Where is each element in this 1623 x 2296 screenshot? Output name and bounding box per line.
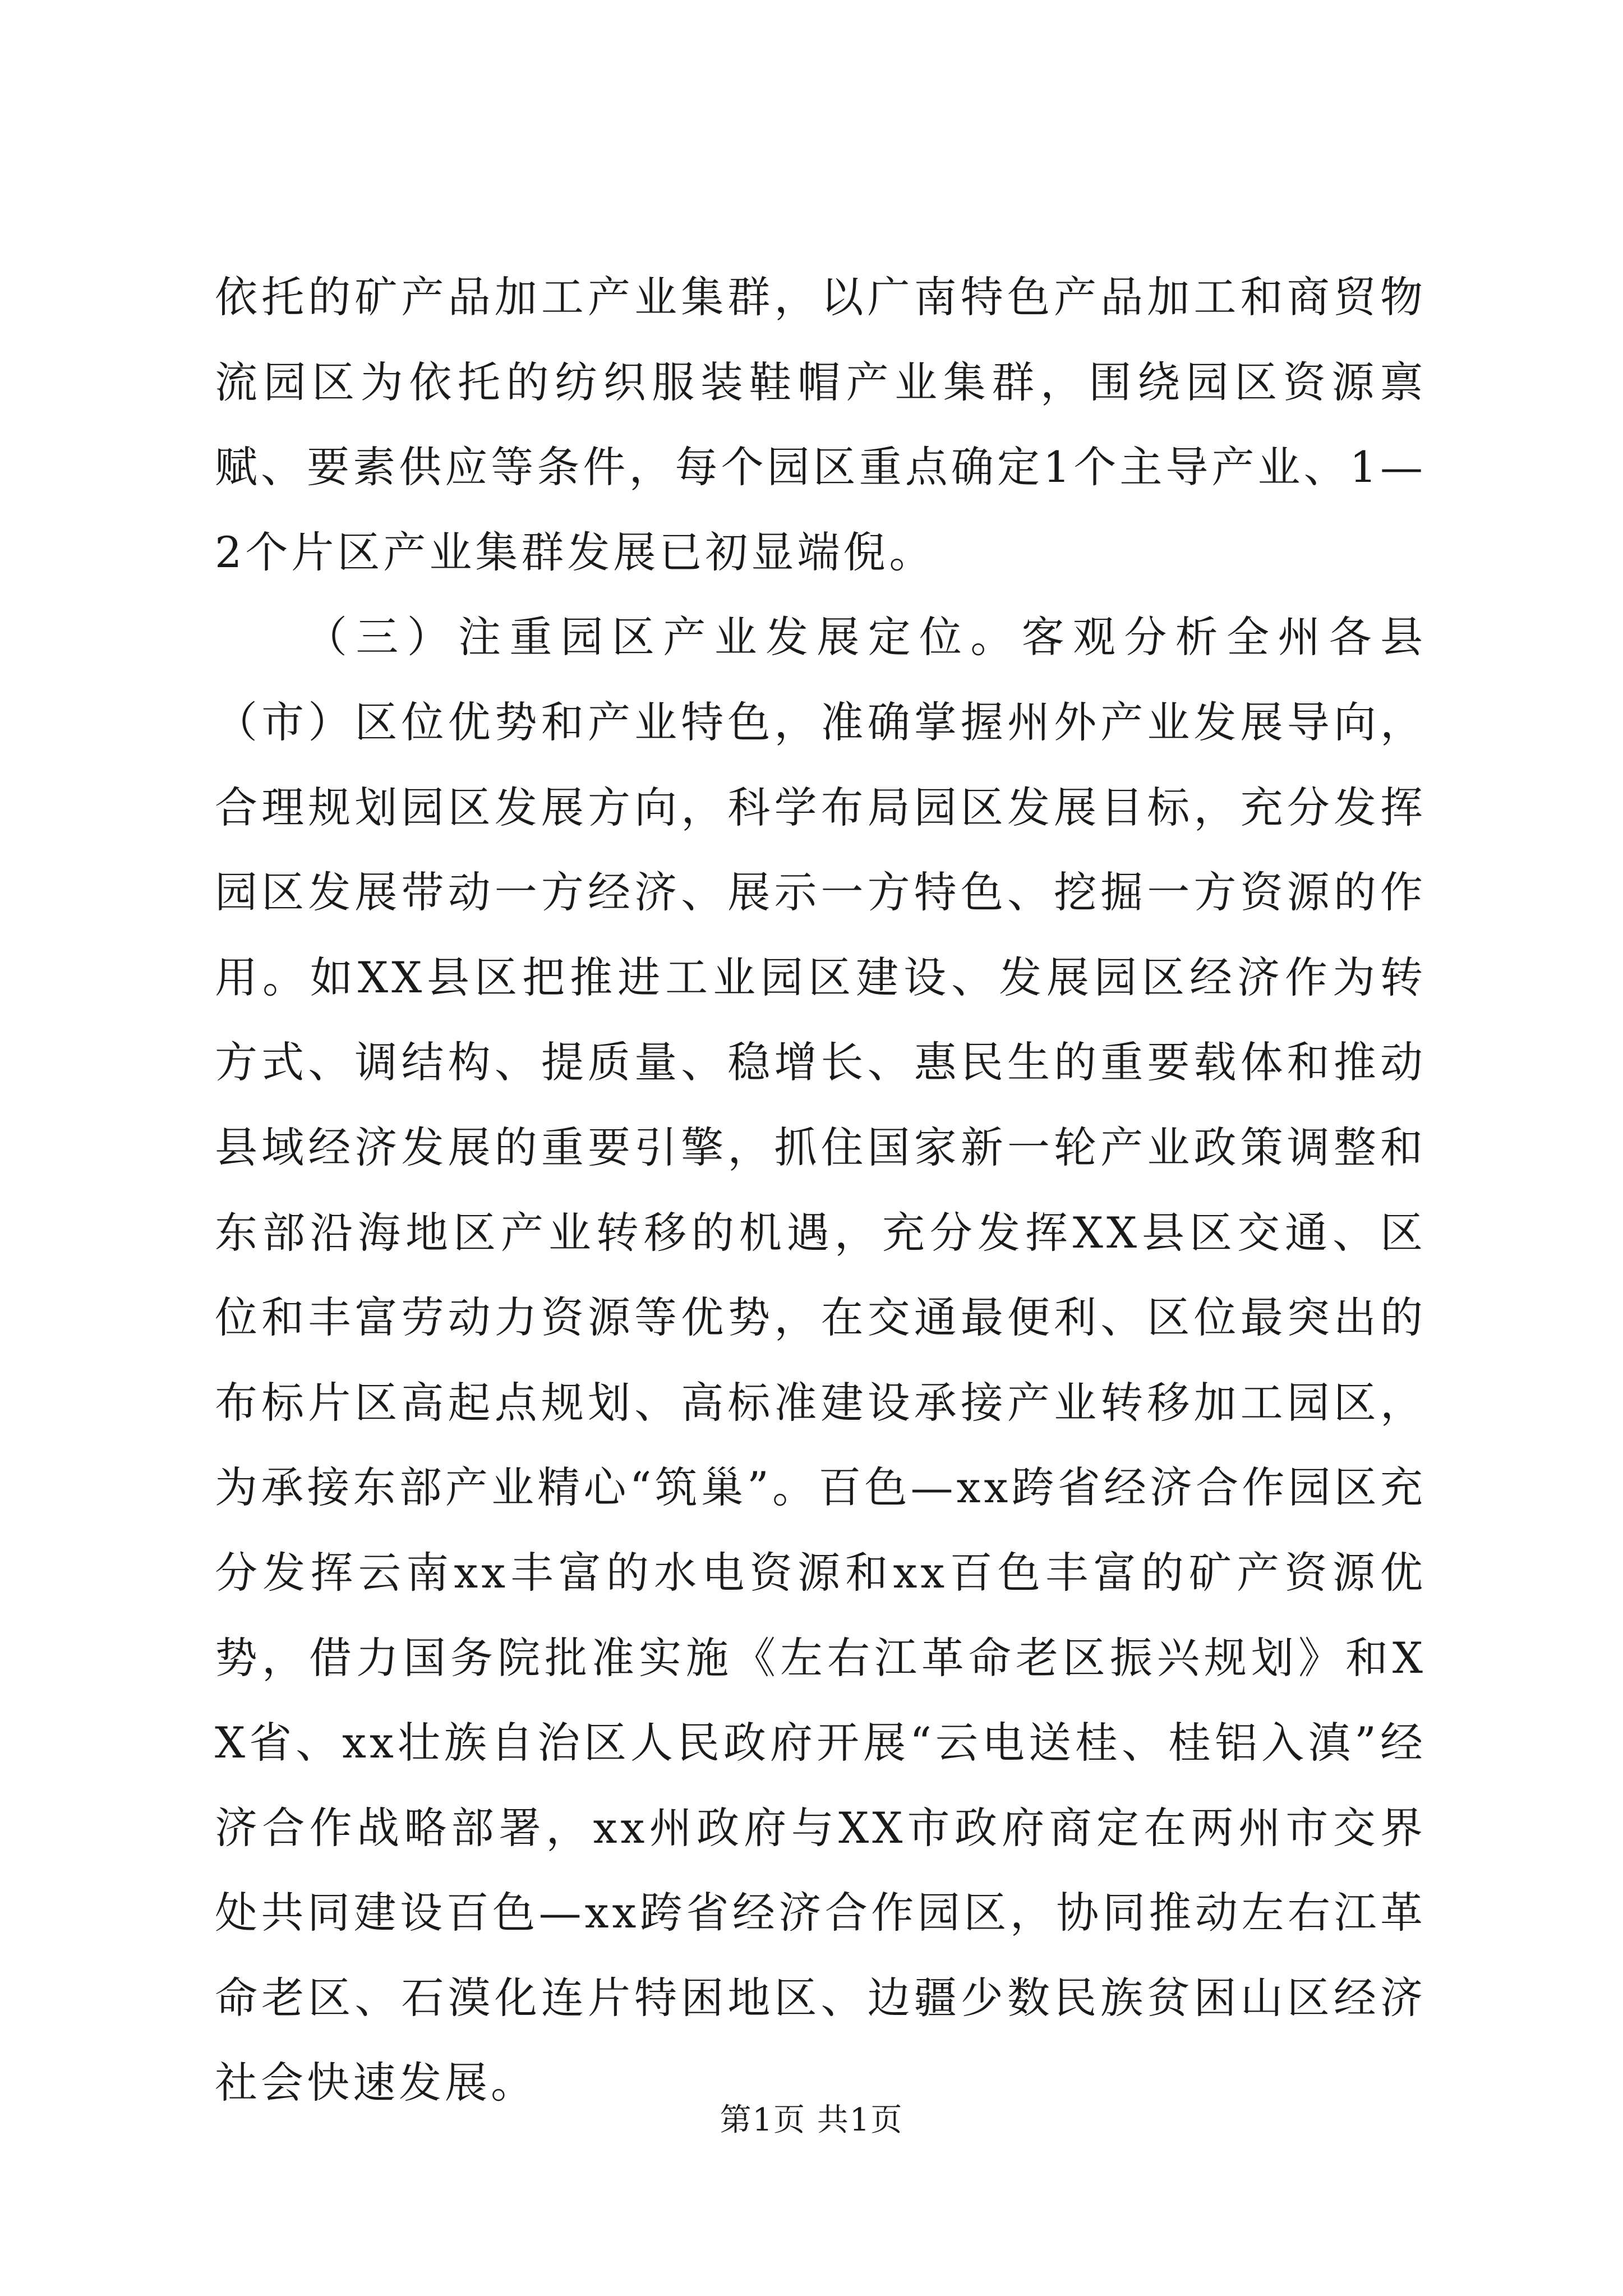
- page-footer: 第1页 共1页: [720, 2102, 903, 2138]
- document-body: [215, 255, 1426, 2125]
- paragraph-section-three: （三）注重园区产业发展定位。客观分析全州各县（市）区位优势和产业特色，准确掌握州外产业发展导向，合理规划园区发展方向，科学布局园区发展目标，充分发挥园区发展带动一方经济、展示一方特色、挖掘一方资源的作用。如XX县区把推进工业园区建设、发展园区经济作为转方式、调结构、提质量、稳增长、惠民生的重要载体和推动县域经济发展的重要引擎，抓住国家新一轮产业政策调整和东部沿海地区产业转移的机遇，充分发挥XX县区交通、区位和丰富劳动力资源等优势，在交通最便利、区位最突出的布标片区高起点规划、高标准建设承接产业转移加工园区，为承接东部产业精心“筑巢”。百色—xx跨省经济合作园区充分发挥云南xx丰富的水电资源和xx百色丰富的矿产资源优势，借力国务院批准实施《左右江革命老区振兴规划》和XX省、xx壮族自治区人民政府开展“云电送桂、桂铝入滇”经济合作战略部署，xx州政府与XX市政府商定在两州市交界处共同建设百色—xx跨省经济合作园区，协同推动左右江革命老区、石漠化连片特困地区、边疆少数民族贫困山区经济社会快速发展。: [215, 612, 1426, 2108]
- paragraph-continuation: 依托的矿产品加工产业集群，以广南特色产品加工和商贸物流园区为依托的纺织服装鞋帽产业集群，围绕园区资源禀赋、要素供应等条件，每个园区重点确定1个主导产业、1—2个片区产业集群发展已初显端倪。: [215, 272, 1426, 577]
